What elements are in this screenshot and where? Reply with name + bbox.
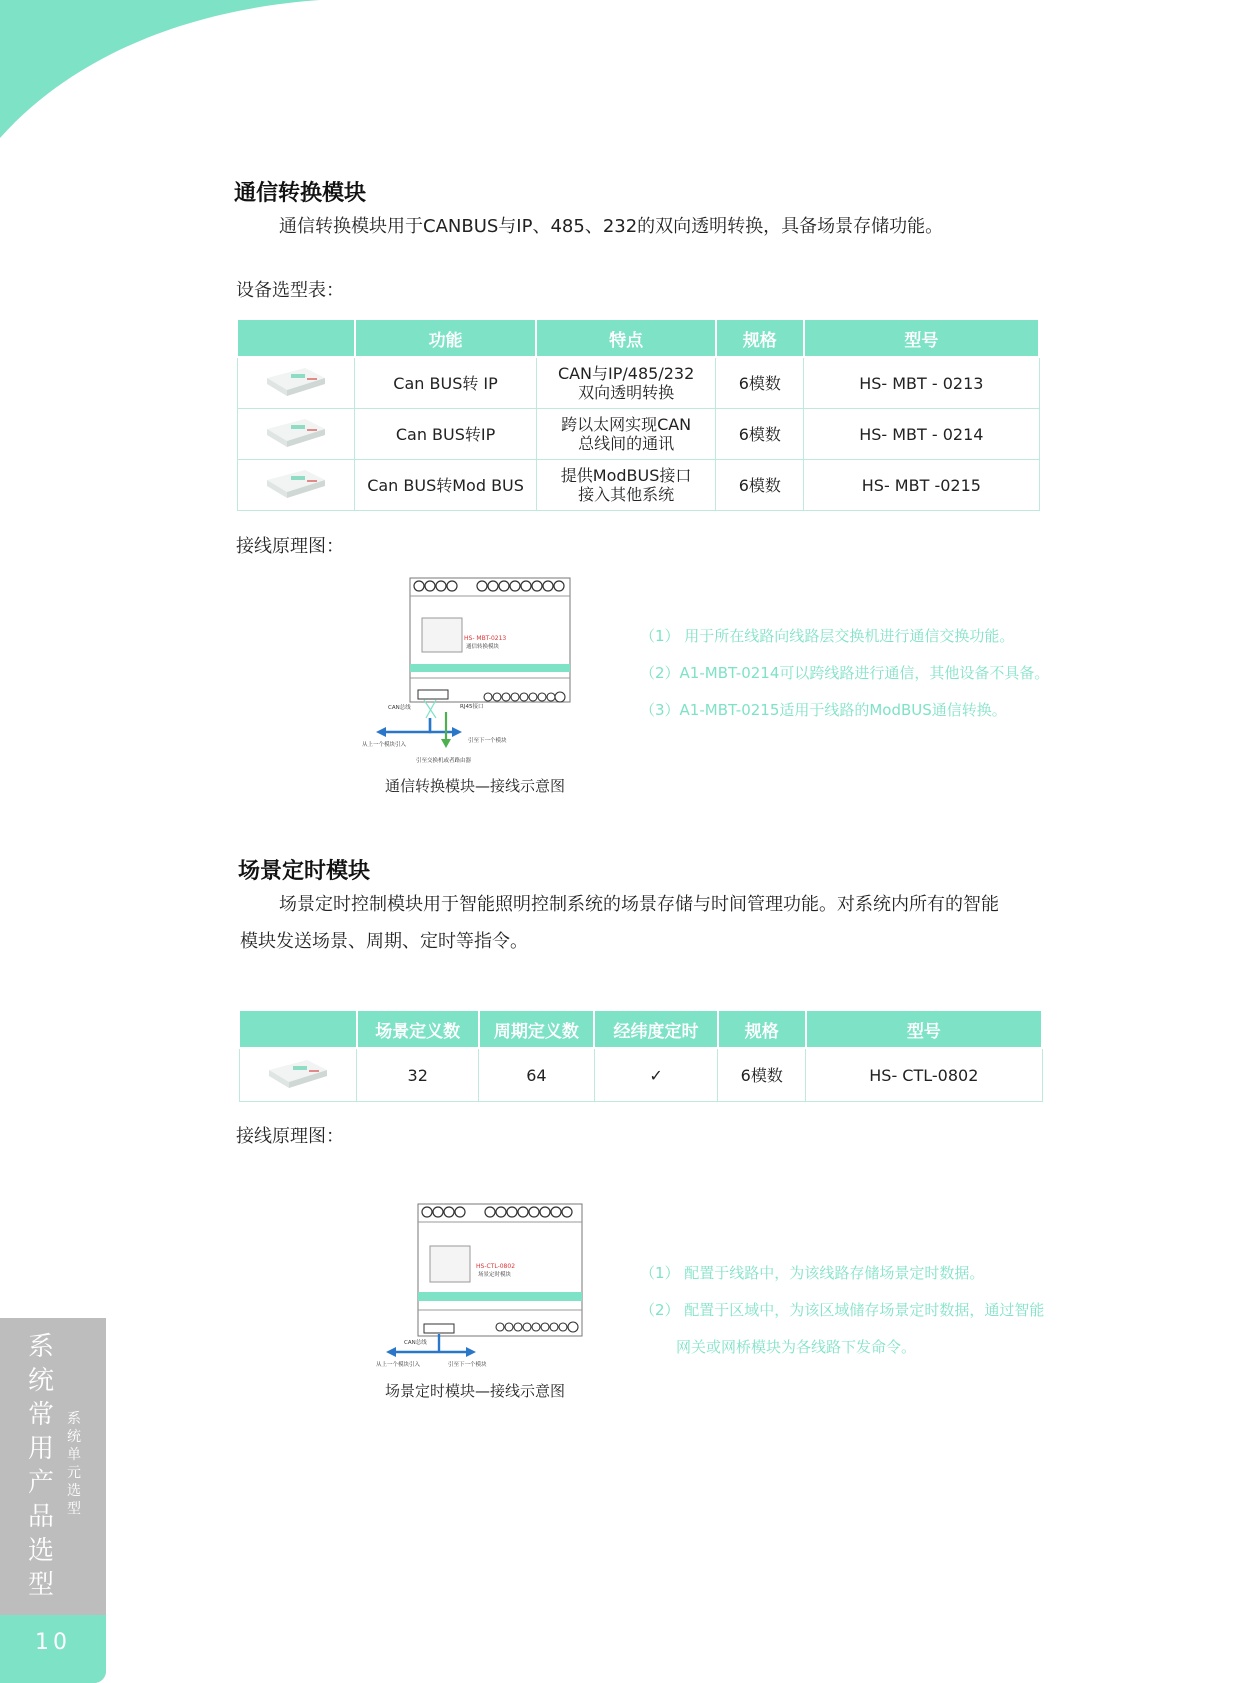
row3-spec: 6模数 xyxy=(716,460,804,511)
diagram1-model-label: HS- MBT-0213 xyxy=(464,635,507,642)
table-row xyxy=(237,409,1039,460)
diagram2-to-label: 引至下一个模块 xyxy=(448,1362,487,1368)
module-image-icon xyxy=(261,364,331,398)
note2-2: （2） 配置于区域中，为该区域储存场景定时数据，通过智能 xyxy=(640,1301,1045,1319)
row2-feature: 跨以太网实现CAN 总线间的通讯 xyxy=(536,409,716,460)
note2-3: 网关或网桥模块为各线路下发命令。 xyxy=(676,1338,917,1356)
section2-intro-line1: 场景定时控制模块用于智能照明控制系统的场景存储与时间管理功能。对系统内所有的智能 xyxy=(279,894,999,915)
diagram2-can-label: CAN总线 xyxy=(404,1340,427,1346)
diagram2-model-label: HS-CTL-0802 xyxy=(476,1263,516,1270)
diagram1-to-label: 引至下一个模块 xyxy=(468,738,507,744)
diagram2-caption: 场景定时模块—接线示意图 xyxy=(385,1382,566,1400)
header-feature: 特点 xyxy=(536,319,716,357)
table-row xyxy=(237,460,1039,511)
diagram1-name-label: 通信转换模块 xyxy=(466,644,500,650)
header-spec: 规格 xyxy=(716,319,804,357)
row3-function: Can BUS转Mod BUS xyxy=(355,460,536,511)
header-model: 型号 xyxy=(804,319,1039,357)
diagram1-caption: 通信转换模块—接线示意图 xyxy=(385,777,566,795)
section2-title: 场景定时模块 xyxy=(238,859,371,884)
diagram1-router-label: 引至交换机或者路由器 xyxy=(416,758,472,764)
comm-wiring-diagram xyxy=(360,572,590,764)
row3-model: HS- MBT -0215 xyxy=(804,460,1039,511)
row2-model: HS- MBT - 0214 xyxy=(804,409,1039,460)
section1-title: 通信转换模块 xyxy=(234,181,367,206)
page-number: 10 xyxy=(35,1630,71,1655)
diagram1-from-label: 从上一个模块引入 xyxy=(362,742,407,748)
diagram1-can-label: CAN总线 xyxy=(388,705,411,711)
header-spec: 规格 xyxy=(718,1010,806,1048)
module-image-icon xyxy=(263,1056,333,1090)
row2-spec: 6模数 xyxy=(716,409,804,460)
wiring-label-2: 接线原理图： xyxy=(236,1126,344,1147)
product-thumbnail xyxy=(239,1048,357,1102)
product-thumbnail xyxy=(237,460,355,511)
cycle-count-value: 64 xyxy=(479,1048,595,1102)
note1-2: （2）A1-MBT-0214可以跨线路进行通信，其他设备不具备。 xyxy=(640,664,1050,682)
product-thumbnail xyxy=(237,357,355,409)
diagram2-name-label: 场景定时模块 xyxy=(478,1272,512,1278)
table-header-row xyxy=(237,319,1039,357)
row3-feature: 提供ModBUS接口 接入其他系统 xyxy=(536,460,716,511)
row1-function: Can BUS转 IP xyxy=(355,357,536,409)
sidebar-sub-title: 系统单元选型 xyxy=(67,1411,81,1517)
comm-module-table xyxy=(236,318,1040,511)
header-geo-timer: 经纬度定时 xyxy=(594,1010,718,1048)
header-model: 型号 xyxy=(806,1010,1042,1048)
diagram1-rj45-label: RJ45接口 xyxy=(460,704,484,710)
header-image xyxy=(237,319,355,357)
scene-count-value: 32 xyxy=(357,1048,479,1102)
module-image-icon xyxy=(261,466,331,500)
wiring-label-1: 接线原理图： xyxy=(236,536,344,557)
diagram2-from-label: 从上一个模块引入 xyxy=(376,1362,421,1368)
note1-1: （1） 用于所在线路向线路层交换机进行通信交换功能。 xyxy=(640,627,1015,645)
note1-3: （3）A1-MBT-0215适用于线路的ModBUS通信转换。 xyxy=(640,701,1007,719)
header-cycle-count: 周期定义数 xyxy=(479,1010,595,1048)
row1-spec: 6模数 xyxy=(716,357,804,409)
geo-timer-check: ✓ xyxy=(594,1048,718,1102)
spec-value: 6模数 xyxy=(718,1048,806,1102)
header-image xyxy=(239,1010,357,1048)
table-row xyxy=(239,1048,1042,1102)
product-thumbnail xyxy=(237,409,355,460)
scene-timer-wiring-diagram xyxy=(370,1200,590,1372)
note2-1: （1） 配置于线路中，为该线路存储场景定时数据。 xyxy=(640,1264,985,1282)
sidebar-main-title: 系统常用产品选型 xyxy=(27,1332,54,1600)
selection-table-label: 设备选型表： xyxy=(236,280,344,301)
section1-intro: 通信转换模块用于CANBUS与IP、485、232的双向透明转换，具备场景存储功能。 xyxy=(279,216,944,237)
section2-intro-line2: 模块发送场景、周期、定时等指令。 xyxy=(240,931,528,952)
header-scene-count: 场景定义数 xyxy=(357,1010,479,1048)
corner-decoration xyxy=(0,0,320,140)
row1-feature: CAN与IP/485/232 双向透明转换 xyxy=(536,357,716,409)
row2-function: Can BUS转IP xyxy=(355,409,536,460)
scene-timer-table xyxy=(238,1009,1043,1102)
row1-model: HS- MBT - 0213 xyxy=(804,357,1039,409)
model-value: HS- CTL-0802 xyxy=(806,1048,1042,1102)
module-image-icon xyxy=(261,415,331,449)
table-row xyxy=(237,357,1039,409)
table-header-row xyxy=(239,1010,1042,1048)
header-function: 功能 xyxy=(355,319,536,357)
